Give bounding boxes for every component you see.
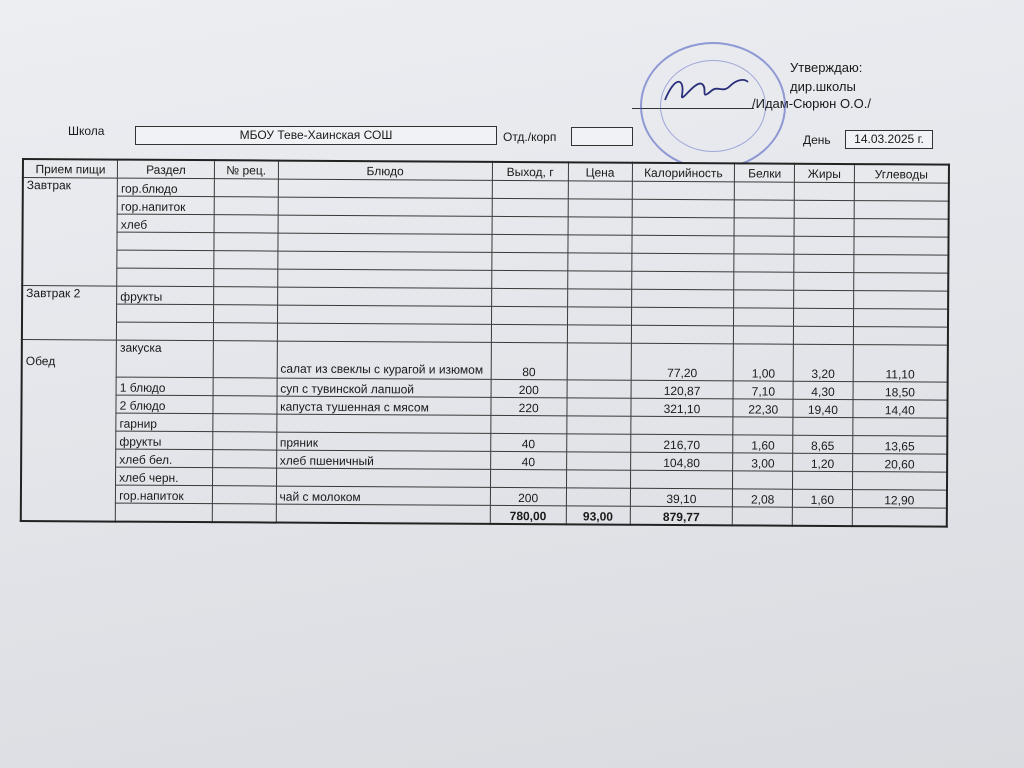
col-header-carbs: Углеводы [854,164,949,183]
fat-cell [793,471,853,489]
section-cell: 2 блюдо [116,395,213,414]
protein-cell: 3,00 [733,453,793,471]
yield-cell: 220 [491,397,567,415]
protein-cell [733,417,793,435]
protein-cell: 22,30 [733,399,793,417]
dish-cell: хлеб пшеничный [276,450,490,469]
table-row [22,340,948,383]
col-header-calories: Калорийность [632,163,735,182]
col-header-protein: Белки [735,163,795,182]
dish-cell: чай с молоком [276,486,490,505]
section-cell: хлеб черн. [116,467,213,486]
approval-block [790,58,862,96]
day-value: 14.03.2025 г. [854,132,924,146]
col-header-meal: Прием пищи [23,159,118,178]
carbs-cell: 14,40 [853,400,948,419]
section-cell: гор.блюдо [117,178,214,197]
school-label: Школа [68,124,105,138]
calories-cell: 321,10 [630,398,733,417]
yield-cell: 40 [490,433,566,451]
school-value: МБОУ Теве-Хаинская СОШ [239,128,393,142]
handwritten-signature [660,70,750,110]
col-header-recipe: № рец. [214,160,278,179]
fat-cell [793,417,853,435]
day-label: День [803,133,831,147]
fat-cell: 19,40 [793,399,853,417]
section-cell: хлеб бел. [116,449,213,468]
day-field [845,130,933,149]
price-cell [566,488,630,506]
carbs-cell: 18,50 [853,382,948,401]
section-cell: фрукты [116,431,213,450]
carbs-cell [852,472,947,491]
carbs-cell [853,418,948,437]
price-cell [566,452,630,470]
dish-cell [276,468,490,487]
col-header-section: Раздел [118,160,215,179]
price-cell [566,434,630,452]
yield-cell: 80 [491,342,567,379]
yield-cell [490,415,566,433]
col-header-yield: Выход, г [492,162,568,181]
section-cell: 1 блюдо [116,377,213,396]
carbs-cell: 12,90 [852,490,947,509]
total-yield: 780,00 [490,505,566,524]
dept-field [571,127,633,146]
section-cell: фрукты [117,286,214,305]
section-cell: хлеб [117,214,214,233]
fat-cell: 1,20 [793,453,853,471]
yield-cell: 40 [490,451,566,469]
meal-breakfast-2: Завтрак 2 [22,286,117,341]
carbs-cell: 13,65 [852,436,947,455]
calories-cell: 216,70 [630,434,733,453]
fat-cell: 4,30 [793,381,853,399]
total-calories: 879,77 [630,506,733,525]
protein-cell [733,471,793,489]
price-cell [567,380,631,398]
calories-cell: 77,20 [631,343,734,381]
fat-cell: 1,60 [792,489,852,507]
dish-cell: пряник [276,432,490,451]
section-cell: гор.напиток [116,485,213,504]
yield-cell: 200 [490,487,566,505]
price-cell [566,470,630,488]
dish-cell: суп с тувинской лапшой [277,378,491,397]
fat-cell: 3,20 [793,344,853,381]
dept-label: Отд./корп [503,130,557,144]
protein-cell: 7,10 [733,381,793,399]
price-cell [567,416,631,434]
dish-cell: салат из свеклы с курагой и изюмом [277,341,491,379]
carbs-cell: 11,10 [853,345,948,383]
dish-cell: капуста тушенная с мясом [277,396,491,415]
yield-cell [490,469,566,487]
calories-cell [630,470,733,489]
dish-cell [276,414,490,433]
fat-cell: 8,65 [793,435,853,453]
protein-cell: 2,08 [733,489,793,507]
section-cell: гор.напиток [117,196,214,215]
col-header-dish: Блюдо [278,161,492,181]
price-cell [567,343,631,380]
meal-lunch [21,340,117,522]
total-price: 93,00 [566,506,630,525]
carbs-cell: 20,60 [852,454,947,473]
col-header-fat: Жиры [794,164,854,183]
section-cell: закуска [116,340,213,378]
protein-cell: 1,60 [733,435,793,453]
protein-cell: 1,00 [734,344,794,381]
meal-lunch-label: Обед [25,354,56,369]
school-field [135,126,497,145]
section-cell: гарнир [116,413,213,432]
approval-line-1: Утверждаю: [790,60,863,75]
calories-cell [630,416,733,435]
col-header-price: Цена [568,162,632,181]
calories-cell: 120,87 [631,380,734,399]
calories-cell: 104,80 [630,452,733,471]
yield-cell: 200 [491,379,567,397]
approval-line-2: дир.школы [790,79,856,94]
approval-line-3: /Идам-Сюрюн О.О./ [752,96,872,111]
meal-breakfast: Завтрак [22,178,117,287]
calories-cell: 39,10 [630,488,733,507]
price-cell [567,398,631,416]
menu-table [20,158,950,528]
